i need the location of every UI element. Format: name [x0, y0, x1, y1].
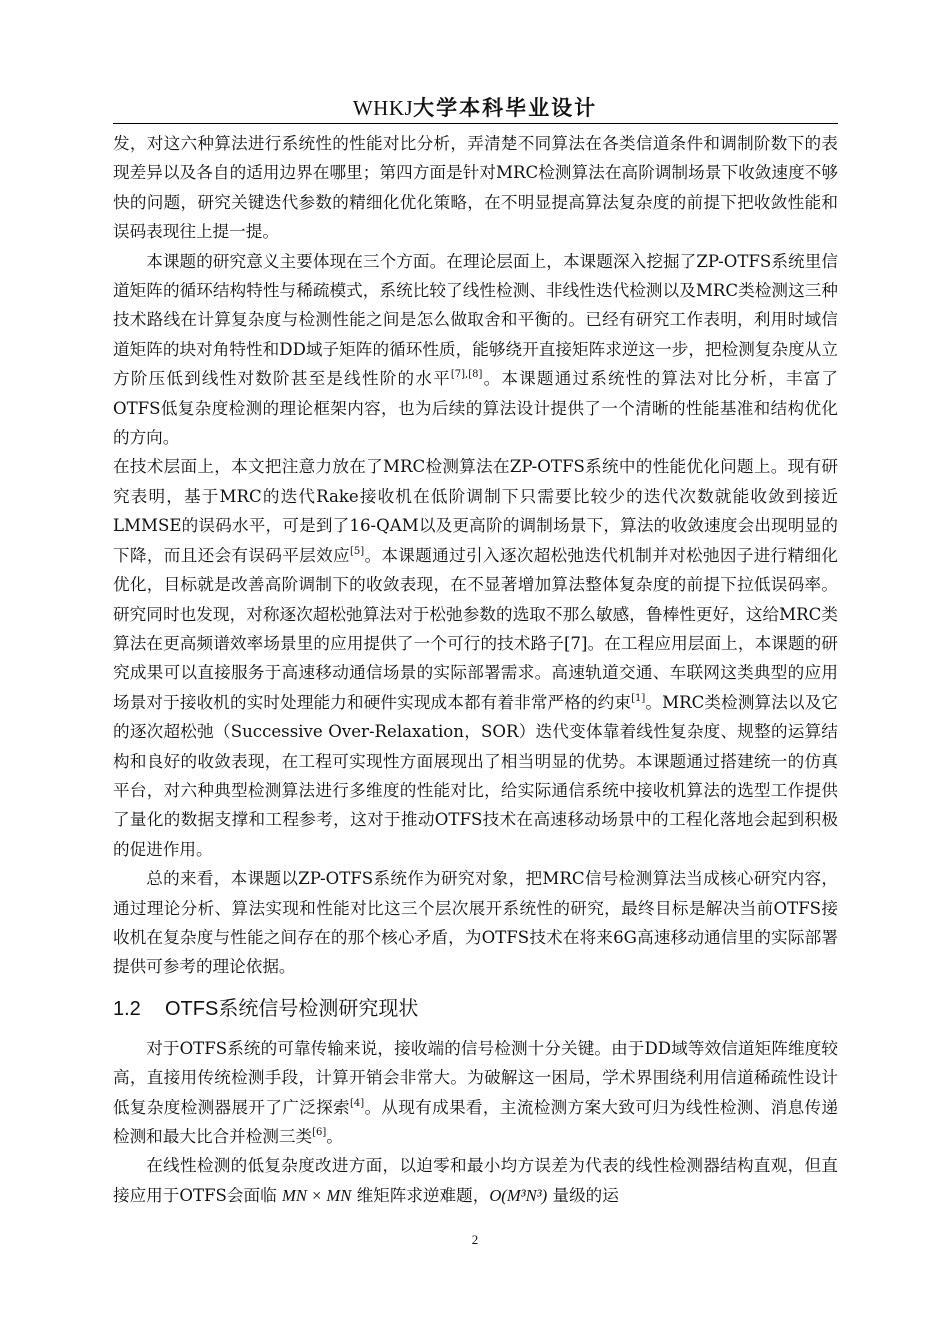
section-heading: [113, 994, 838, 1024]
paragraph: 在技术层面上，本文把注意力放在了MRC检测算法在ZP-OTFS系统中的性能优化问题上。现有研究表明，基于MRC的迭代Rake接收机在低阶调制下只需要比较少的迭代次数就能收敛到接近LMMSE的误码水平，可是到了16-QAM以及更高阶的调制场景下，算法的收敛速度会出现明显的下降，而且还会有误码平层效应[5]。本课题通过引入逐次超松弛迭代机制并对松弛因子进行精细化优化，目标就是改善高阶调制下的收敛表现，在不显著增加算法整体复杂度的前提下拉低误码率。研究同时也发现，对称逐次超松弛算法对于松弛参数的选取不那么敏感，鲁棒性更好，这给MRC类算法在更高频谱效率场景里的应用提供了一个可行的技术路子[7]。在工程应用层面上，本课题的研究成果可以直接服务于高速移动通信场景的实际部署需求。高速轨道交通、车联网这类典型的应用场景对于接收机的实时处理能力和硬件实现成本都有着非常严格的约束[1]。MRC类检测算法以及它的逐次超松弛（Successive Over-Relaxation，SOR）迭代变体靠着线性复杂度、规整的运算结构和良好的收敛表现，在工程可实现性方面展现出了相当明显的优势。本课题通过搭建统一的仿真平台，对六种典型检测算法进行多维度的性能对比，给实际通信系统中接收机算法的选型工作提供了量化的数据支撑和工程参考，这对于推动OTFS技术在高速移动场景中的工程化落地会起到积极的促进作用。: [113, 457, 839, 859]
math-expression: MN × MN: [282, 1185, 352, 1205]
paragraph: 总的来看，本课题以ZP-OTFS系统作为研究对象，把MRC信号检测算法当成核心研究内容，通过理论分析、算法实现和性能对比这三个层次展开系统性的研究，最终目标是解决当前OTFS接收机在复杂度与性能之间存在的那个核心矛盾，为OTFS技术在将来6G高速移动通信里的实际部署提供可参考的理论依据。: [113, 869, 838, 977]
citation: [6]: [312, 1127, 327, 1138]
citation: [1]: [631, 692, 646, 704]
body-text: [113, 129, 838, 1210]
citation: [5]: [349, 545, 365, 557]
paragraph: 本课题的研究意义主要体现在三个方面。在理论层面上，本课题深入挖掘了ZP-OTFS系统里信道矩阵的循环结构特性与稀疏模式，系统比较了线性检测、非线性迭代检测以及MRC类检测这三种技术路线在计算复杂度与检测性能之间是怎么做取舍和平衡的。已经有研究工作表明，利用时域信道矩阵的块对角特性和DD域子矩阵的循环性质，能够绕开直接矩阵求逆这一步，把检测复杂度从立方阶压低到线性对数阶甚至是线性阶的水平[7],[8]。本课题通过系统性的算法对比分析，丰富了OTFS低复杂度检测的理论框架内容，也为后续的算法设计提供了一个清晰的性能基准和结构优化的方向。: [113, 251, 839, 448]
header-title: 大学本科毕业设计: [413, 96, 598, 120]
section-number: 1.2: [113, 997, 141, 1020]
header-rule: [113, 123, 838, 124]
section-title: OTFS系统信号检测研究现状: [165, 997, 419, 1020]
paragraph: 对于OTFS系统的可靠传输来说，接收端的信号检测十分关键。由于DD域等效信道矩阵维度较高，直接用传统检测手段，计算开销会非常大。为破解这一困局，学术界围绕利用信道稀疏性设计低复杂度检测器展开了广泛探索[4]。从现有成果看，主流检测方案大致可归为线性检测、消息传递检测和最大比合并检测三类[6]。: [113, 1038, 839, 1146]
header-prefix: WHKJ: [352, 96, 414, 120]
citation: [7],[8]: [450, 369, 483, 381]
paragraph: 在线性检测的低复杂度改进方面，以迫零和最小均方误差为代表的线性检测器结构直观，但直接应用于OTFS会面临 MN × MN 维矩阵求逆难题，O(M³N³) 量级的运: [113, 1156, 838, 1205]
page-number: 2: [471, 1232, 479, 1247]
paragraph: 发，对这六种算法进行系统性的性能对比分析，弄清楚不同算法在各类信道条件和调制阶数下的表现差异以及各自的适用边界在哪里；第四方面是针对MRC检测算法在高阶调制场景下收敛速度不够快的问题，研究关键迭代参数的精细化优化策略，在不明显提高算法复杂度的前提下把收敛性能和误码表现往上提一提。: [113, 134, 838, 242]
page-header: [0, 92, 950, 122]
math-expression: O(M³N³): [489, 1185, 548, 1205]
citation: [4]: [349, 1097, 365, 1109]
